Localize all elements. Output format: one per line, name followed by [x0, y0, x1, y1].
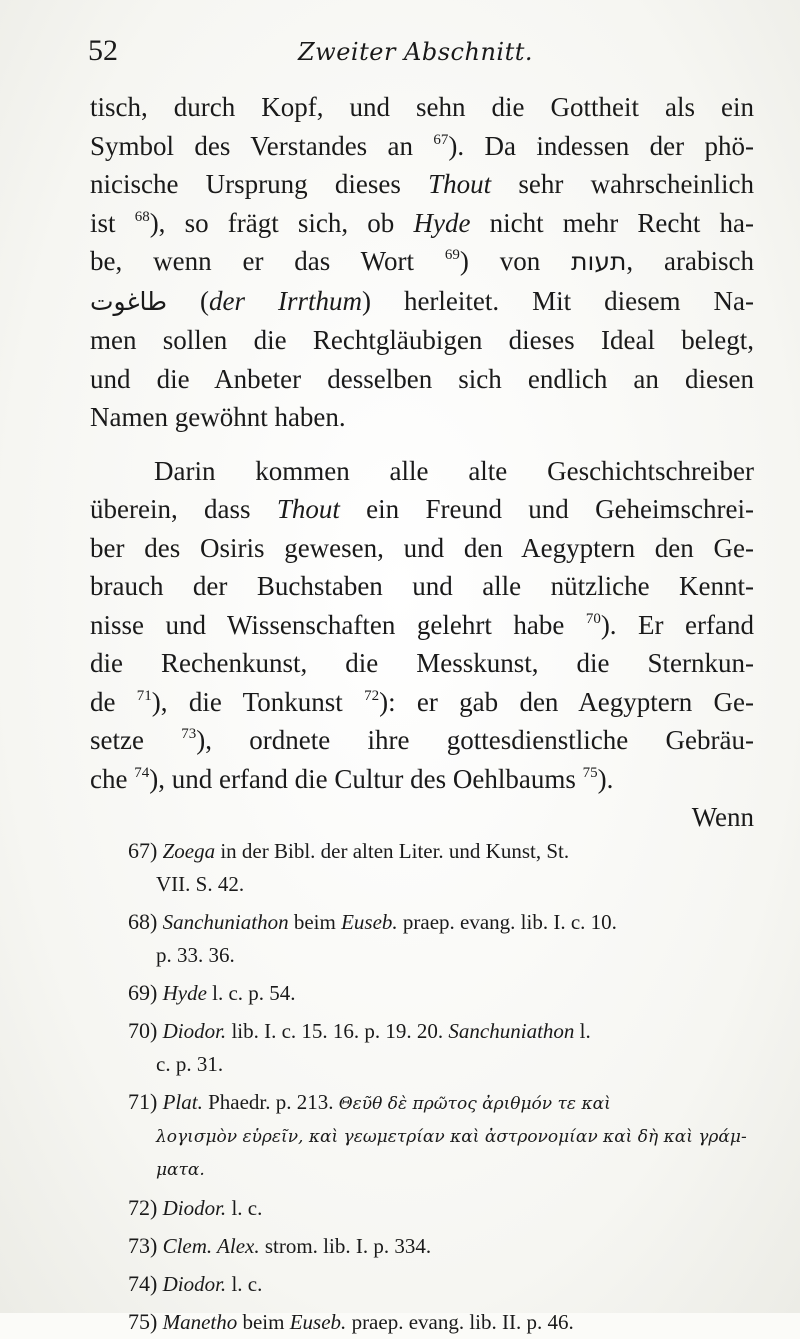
text-line: ber des Osiris gewesen, und den Aegyptern den Ge- [90, 532, 754, 563]
footnote-ref[interactable]: 74 [134, 764, 150, 781]
hebrew-word: תעות [571, 247, 627, 276]
text-line: men sollen die Rechtgläubigen dieses Ideal belegt, [90, 325, 754, 355]
footnote-75: 75) Manetho beim Euseb. praep. evang. lib. II. p. 46. [128, 1309, 574, 1334]
footnote-ref[interactable]: 71 [136, 687, 152, 704]
footnote-70: 70) Diodor. lib. I. c. 15. 16. p. 19. 20. Sanchuniathon l. c. p. 31. [128, 1018, 591, 1076]
text-line: setze $^{73}$), ordnete ihre gottesdienstliche Gebräu- [90, 725, 754, 755]
text-line: brauch der Buchstaben und alle nützliche Kennt- [90, 571, 754, 601]
text-line: Symbol des Verstandes an $^{67}$). Da indessen der phö- [90, 130, 754, 161]
running-head [88, 30, 748, 70]
footnote-ref[interactable]: 68 [134, 208, 150, 225]
footnote-72: 72) Diodor. l. c. [128, 1195, 263, 1220]
text-line: be, wenn er das Wort $^{69}$) von תעות, arabisch [90, 246, 754, 276]
text-line: Darin kommen alle alte Geschichtschreiber [154, 455, 754, 486]
footnote-ref[interactable]: 73 [181, 726, 197, 742]
text-line: und die Anbeter desselben sich endlich an diesen [90, 363, 754, 394]
footnote-ref[interactable]: 70 [585, 610, 601, 627]
text-line: nisse und Wissenschaften gelehrt habe $^{70}$). Er erfand [90, 609, 754, 640]
text-line: nicische Ursprung dieses Thout sehr wahrscheinlich [90, 169, 755, 199]
page-number: 52 [88, 34, 118, 67]
footnote-ref[interactable]: 67 [433, 131, 449, 148]
footnote-71: 71) Plat. Phaedr. p. 213. Θεῦθ δὲ πρῶτος ἀριθμόν τε καὶ λογισμὸν εὑρεῖν, καὶ γεωμετρίαν καὶ ἀστρονομίαν καὶ δὴ καὶ γράμ- ματα. [128, 1089, 747, 1180]
main-text [90, 88, 754, 837]
footnote-73: 73) Clem. Alex. strom. lib. I. p. 334. [128, 1233, 432, 1258]
footnote-ref[interactable]: 75 [582, 764, 598, 781]
text-line: überein, dass Thout ein Freund und Geheimschrei- [90, 494, 754, 524]
text-line: die Rechenkunst, die Messkunst, die Sternkun- [90, 648, 754, 678]
text-line: ist $^{68}$), so frägt sich, ob Hyde nicht mehr Recht ha- [90, 207, 755, 238]
text-line: طاغوت (der Irrthum) herleitet. Mit diesem Na- [90, 285, 755, 316]
catchword: Wenn [691, 802, 754, 832]
text-line: Namen gewöhnt haben. [90, 402, 346, 432]
chapter-title: Zweiter Abschnitt. [298, 38, 534, 66]
footnote-69: 69) Hyde l. c. p. 54. [128, 980, 296, 1005]
footnote-ref[interactable]: 72 [364, 687, 380, 704]
text-line: tisch, durch Kopf, und sehn die Gottheit als ein [90, 92, 754, 122]
footnote-68: 68) Sanchuniathon beim Euseb. praep. evang. lib. I. c. 10. p. 33. 36. [128, 909, 617, 967]
text-line: de $^{71}$), die Tonkunst $^{72}$): er gab den Aegyptern Ge- [90, 686, 754, 717]
footnote-67: 67) Zoega in der Bibl. der alten Liter. und Kunst, St. VII. S. 42. [128, 838, 570, 896]
footnote-74: 74) Diodor. l. c. [128, 1271, 263, 1296]
arabic-word: طاغوت [90, 286, 168, 316]
footnotes [128, 834, 758, 1339]
footnote-ref[interactable]: 69 [444, 247, 460, 263]
text-line: che $^{74}$), und erfand die Cultur des Oehlbaums $^{75}$). [90, 763, 614, 794]
